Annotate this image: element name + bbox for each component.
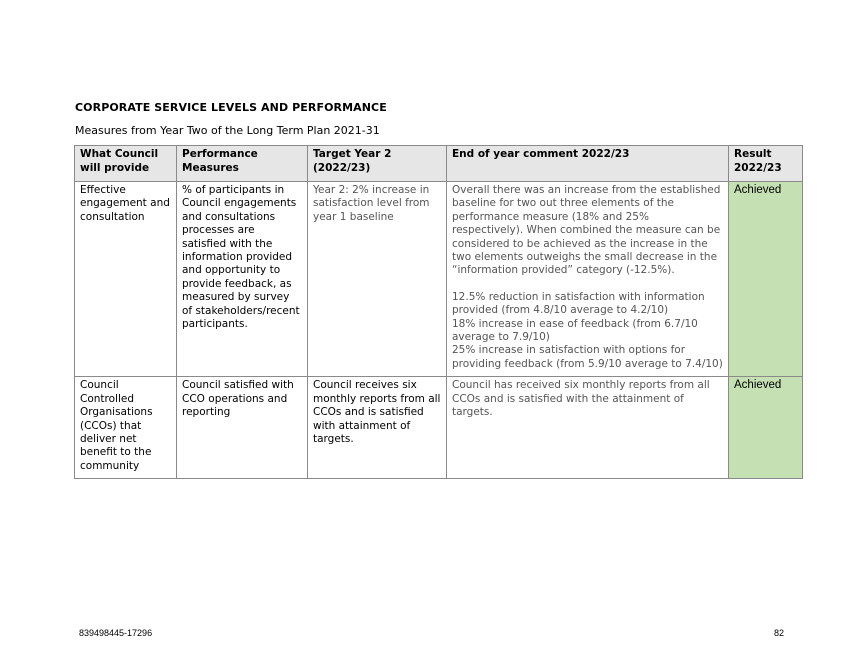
- section-heading: CORPORATE SERVICE LEVELS AND PERFORMANCE: [75, 101, 387, 114]
- cell-comment: [447, 182, 729, 377]
- comment-paragraph: Overall there was an increase from the established baseline for two out three elements of the performance measure (18% and 25% respectively). When combined the measure can be considered to be achieved as the increase in the two elements outweighs the small decrease in the “information provided” category (-12.5%).: [452, 184, 721, 277]
- cell-measures: % of participants in Council engagements and consultations processes are satisfied with the information provided and opportunity to provide feedback, as measured by survey of stakeholders/recent participants.: [177, 182, 308, 377]
- table-row: [75, 377, 803, 479]
- cell-provide: Effective engagement and consultation: [75, 182, 177, 377]
- footer-page-number: 82: [774, 628, 785, 638]
- cell-comment: Council has received six monthly reports from all CCOs and is satisfied with the attainment of targets.: [447, 377, 729, 479]
- cell-result-achieved: Achieved: [729, 377, 803, 479]
- cell-measures: Council satisfied with CCO operations and reporting: [177, 377, 308, 479]
- table-header-row: [75, 146, 803, 182]
- header-result: Result 2022/23: [729, 146, 803, 182]
- comment-paragraph: 18% increase in ease of feedback (from 6.7/10 average to 7.9/10): [452, 317, 698, 344]
- cell-provide: Council Controlled Organisations (CCOs) that deliver net benefit to the community: [75, 377, 177, 479]
- header-end-of-year-comment: End of year comment 2022/23: [447, 146, 729, 182]
- cell-target: Council receives six monthly reports from all CCOs and is satisfied with attainment of targets.: [308, 377, 447, 479]
- comment-paragraph: 12.5% reduction in satisfaction with information provided (from 4.8/10 average to 4.2/10): [452, 290, 705, 317]
- header-target-year-2: Target Year 2 (2022/23): [308, 146, 447, 182]
- section-subheading: Measures from Year Two of the Long Term Plan 2021-31: [75, 124, 380, 137]
- comment-paragraph: 25% increase in satisfaction with options for providing feedback (from 5.9/10 average to 7.4/10): [452, 344, 723, 370]
- cell-target: Year 2: 2% increase in satisfaction level from year 1 baseline: [308, 182, 447, 377]
- cell-result-achieved: Achieved: [729, 182, 803, 377]
- header-what-council-will-provide: What Council will provide: [75, 146, 177, 182]
- table-row: [75, 182, 803, 377]
- footer-document-id: 839498445-17296: [79, 628, 153, 638]
- paragraph-gap: [452, 278, 723, 291]
- performance-table: [74, 145, 803, 479]
- header-performance-measures: Performance Measures: [177, 146, 308, 182]
